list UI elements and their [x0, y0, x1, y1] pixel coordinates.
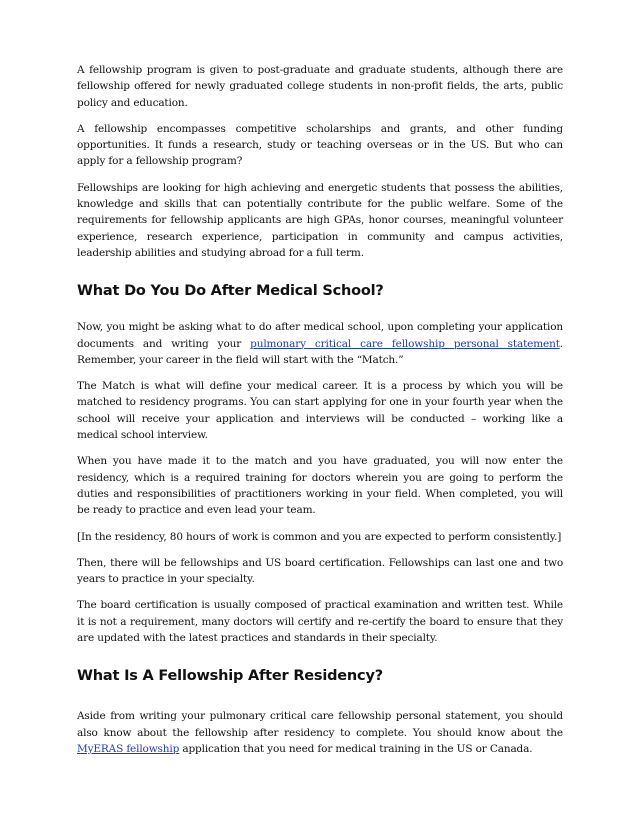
- intro-paragraph-1: A fellowship program is given to post-graduate and graduate students, although there are fellowship offered for newly graduated college students in non-profit fields, the arts, public policy and education.: [77, 64, 563, 109]
- section-heading-after-medical-school: What Do You Do After Medical School?: [77, 283, 384, 300]
- section-heading-fellowship-after-residency: What Is A Fellowship After Residency?: [77, 668, 383, 685]
- section1-paragraph-1: [77, 319, 563, 368]
- myeras-fellowship-link[interactable]: MyERAS fellowship: [77, 742, 180, 755]
- section2-paragraph-1: [77, 708, 563, 757]
- section2-p1-text-after: application that you need for medical training in the US or Canada.: [179, 742, 533, 755]
- section2-p1-text-before: Aside from writing your pulmonary critical care fellowship personal statement, you should also know about the fellowship after residency to complete. You should know about the: [77, 710, 563, 739]
- section1-paragraph-4: [In the residency, 80 hours of work is common and you are expected to perform consistently.]: [77, 530, 562, 543]
- section1-p1-text-after: . Remember, your career in the field will start with the “Match.”: [77, 337, 563, 366]
- intro-paragraph-2: A fellowship encompasses competitive scholarships and grants, and other funding opportunities. It funds a research, study or teaching overseas or in the US. But who can apply for a fellowship program?: [77, 122, 563, 168]
- section1-p1-text-before: Now, you might be asking what to do after medical school, upon completing your application documents and writing your: [77, 321, 563, 350]
- pulmonary-statement-link[interactable]: pulmonary critical care fellowship personal statement: [250, 337, 560, 350]
- section1-paragraph-2: The Match is what will define your medical career. It is a process by which you will be matched to residency programs. You can start applying for one in your fourth year when the school will receive your application and interviews will be conducted – working like a medical school interview.: [77, 380, 563, 442]
- section1-paragraph-3: When you have made it to the match and you have graduated, you will now enter the residency, which is a required training for doctors wherein you are going to perform the duties and responsibilities of practitioners working in your field. When completed, you will be ready to practice and even lead your team.: [77, 455, 563, 517]
- section1-paragraph-6: The board certification is usually composed of practical examination and written test. While it is not a requirement, many doctors will certify and re-certify the board to ensure that they are updated with the latest practices and standards in their specialty.: [77, 599, 563, 645]
- intro-paragraph-3: Fellowships are looking for high achieving and energetic students that possess the abilities, knowledge and skills that can potentially contribute for the public welfare. Some of the requirements for fellowship applicants are high GPAs, honor courses, meaningful volunteer experience, research experience, participation in community and campus activities, leadership abilities and studying abroad for a full term.: [77, 181, 563, 259]
- section1-paragraph-5: Then, there will be fellowships and US board certification. Fellowships can last one and two years to practice in your specialty.: [77, 556, 563, 586]
